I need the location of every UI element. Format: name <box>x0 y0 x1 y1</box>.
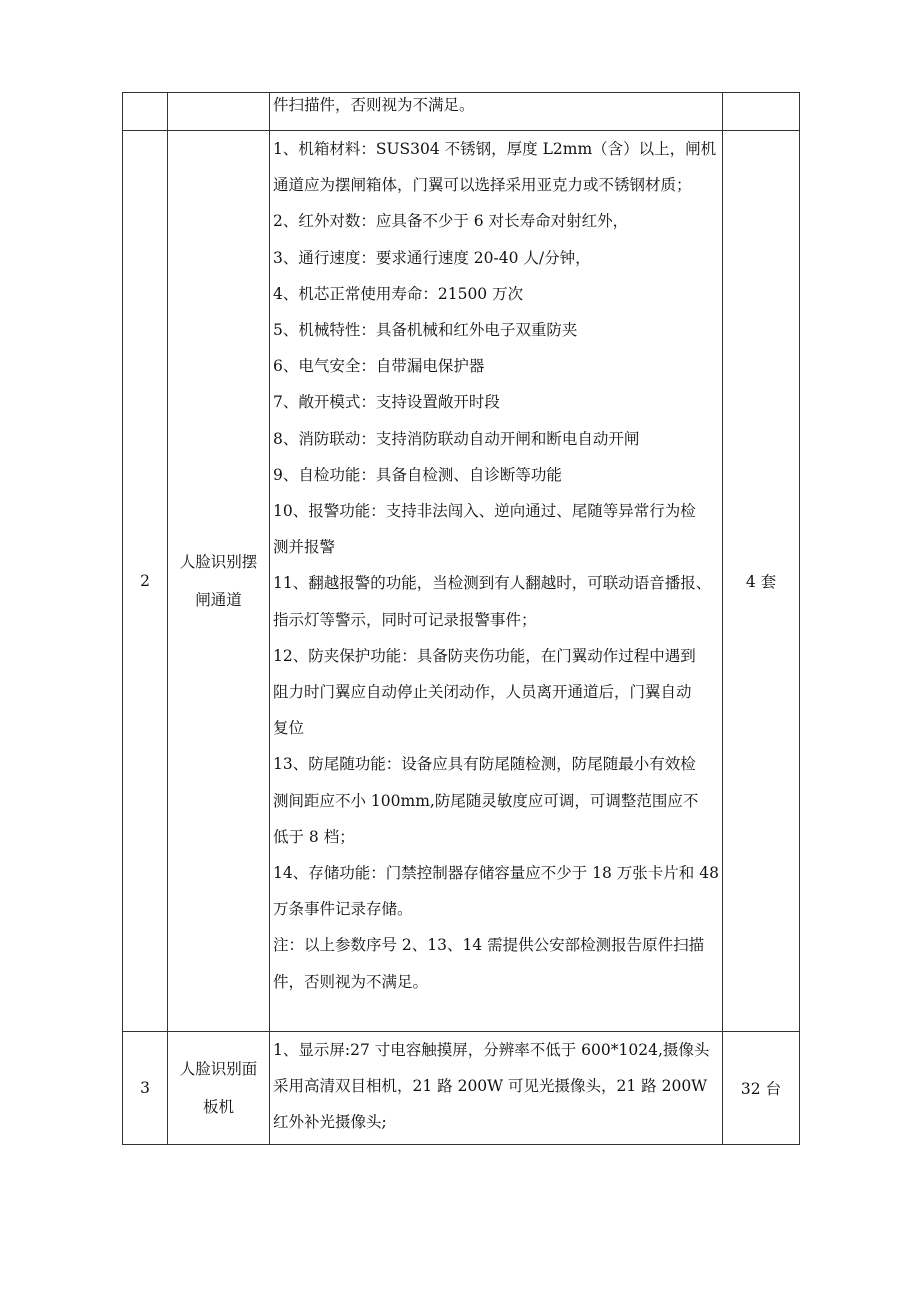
table-row-continuation <box>123 93 800 131</box>
item-quantity-cell <box>723 93 800 131</box>
spec-line: 采用高清双目相机，21 路 200W 可见光摄像头，21 路 200W <box>273 1077 708 1096</box>
spec-line: 8、消防联动：支持消防联动自动开闸和断电自动开闸 <box>273 429 640 448</box>
item-quantity-cell: 4 套 <box>723 131 800 1032</box>
spec-line: 通道应为摆闸箱体，门翼可以选择采用亚克力或不锈钢材质； <box>273 176 692 195</box>
spec-line: 4、机芯正常使用寿命：21500 万次 <box>273 284 524 303</box>
spec-line: 复位 <box>273 719 305 738</box>
spec-line: 12、防夹保护功能：具备防夹伤功能，在门翼动作过程中遇到 <box>273 646 696 665</box>
table-row-item-2 <box>123 131 800 1032</box>
item-name-line: 板机 <box>202 1098 234 1116</box>
spec-line: 5、机械特性：具备机械和红外电子双重防夹 <box>273 321 578 340</box>
spec-line: 阻力时门翼应自动停止关闭动作，人员离开通道后，门翼自动 <box>273 683 692 702</box>
spec-table <box>122 92 800 1145</box>
item-name-line: 人脸识别面 <box>179 1060 258 1078</box>
item-quantity-cell: 32 台 <box>723 1032 800 1145</box>
item-name-cell <box>168 93 270 131</box>
item-number-cell <box>123 93 168 131</box>
spec-line: 红外补光摄像头; <box>273 1113 387 1132</box>
spec-line: 14、存储功能：门禁控制器存储容量应不少于 18 万张卡片和 48 <box>273 864 719 883</box>
item-spec-cell <box>270 1032 723 1145</box>
spec-line: 10、报警功能：支持非法闯入、逆向通过、尾随等异常行为检 <box>273 502 696 521</box>
spec-line: 件扫描件，否则视为不满足。 <box>273 96 475 114</box>
item-spec-cell <box>270 93 723 131</box>
spec-line: 9、自检功能：具备自检测、自诊断等功能 <box>273 465 562 484</box>
spec-line: 低于 8 档； <box>273 827 355 846</box>
spec-line: 3、通行速度：要求通行速度 20-40 人/分钟， <box>273 248 591 267</box>
spec-line: 13、防尾随功能：设备应具有防尾随检测，防尾随最小有效检 <box>273 755 696 774</box>
item-name-line: 闸通道 <box>195 591 242 609</box>
spec-line: 11、翻越报警的功能，当检测到有人翻越时，可联动语音播报、 <box>273 574 712 593</box>
spec-line: 万条事件记录存储。 <box>273 900 413 919</box>
spec-line: 7、敞开模式：支持设置敞开时段 <box>273 393 500 412</box>
spec-line: 1、显示屏:27 寸电容触摸屏，分辨率不低于 600*1024,摄像头 <box>273 1041 710 1059</box>
spec-line: 注：以上参数序号 2、13、14 需提供公安部检测报告原件扫描 <box>273 936 705 955</box>
item-number-cell: 3 <box>123 1032 168 1145</box>
spec-line: 测间距应不小 100mm,防尾随灵敏度应可调，可调整范围应不 <box>273 791 699 810</box>
item-name-cell <box>168 1032 270 1145</box>
item-spec-cell <box>270 131 723 1032</box>
item-number-cell: 2 <box>123 131 168 1032</box>
spec-line: 指示灯等警示，同时可记录报警事件； <box>273 610 537 629</box>
spec-line: 测并报警 <box>273 538 336 557</box>
spec-line: 6、电气安全：自带漏电保护器 <box>273 357 485 376</box>
spec-line: 1、机箱材料：SUS304 不锈钢，厚度 L2mm（含）以上，闸机 <box>273 140 717 158</box>
table-row-item-3 <box>123 1032 800 1145</box>
spec-line: 件，否则视为不满足。 <box>273 972 429 991</box>
item-name-cell <box>168 131 270 1032</box>
item-name-line: 人脸识别摆 <box>179 553 258 571</box>
spec-line: 2、红外对数：应具备不少于 6 对长寿命对射红外， <box>273 212 629 231</box>
